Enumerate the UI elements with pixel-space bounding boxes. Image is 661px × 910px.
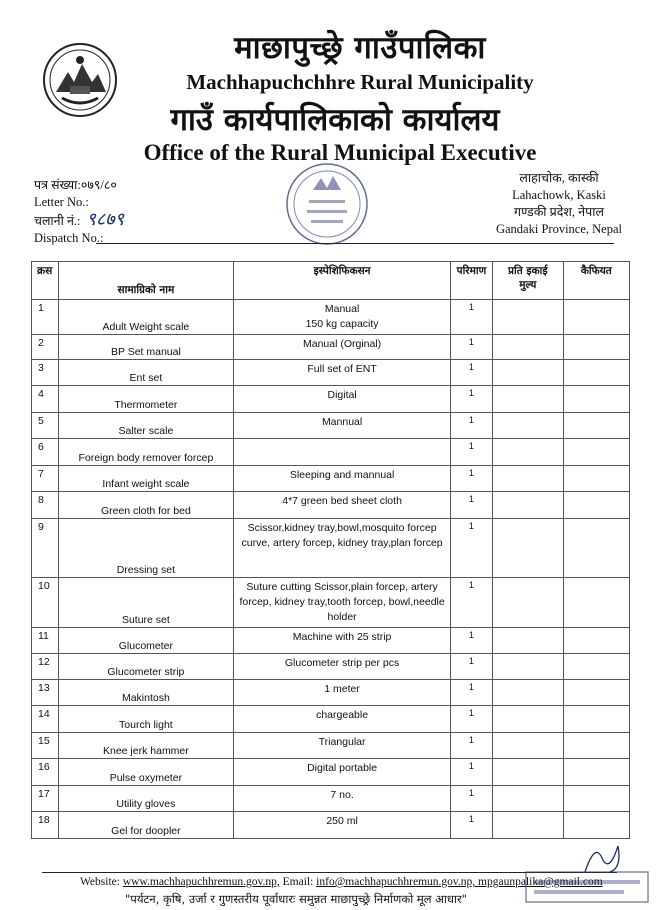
cell-item-name: Suture set bbox=[58, 578, 234, 628]
cell-item-name: Dressing set bbox=[58, 519, 234, 578]
cell-item-name: Utility gloves bbox=[58, 786, 234, 812]
cell-unit-price bbox=[492, 386, 563, 413]
cell-unit-price bbox=[492, 439, 563, 466]
cell-unit-price bbox=[492, 578, 563, 628]
cell-sn: 14 bbox=[32, 706, 59, 733]
cell-specification: 4*7 green bed sheet cloth bbox=[234, 492, 451, 519]
cell-sn: 6 bbox=[32, 439, 59, 466]
cell-sn: 16 bbox=[32, 759, 59, 786]
cell-unit-price bbox=[492, 300, 563, 335]
table-row bbox=[32, 466, 630, 492]
cell-item-name: Makintosh bbox=[58, 680, 234, 706]
cell-sn: 5 bbox=[32, 413, 59, 439]
cell-item-name: Pulse oxymeter bbox=[58, 759, 234, 786]
header-item: सामाग्रिको नाम bbox=[58, 262, 234, 300]
cell-item-name: Green cloth for bed bbox=[58, 492, 234, 519]
cell-quantity: 1 bbox=[450, 439, 492, 466]
official-seal-stamp bbox=[522, 866, 652, 906]
chalani-row bbox=[34, 211, 124, 230]
cell-unit-price bbox=[492, 519, 563, 578]
cell-quantity: 1 bbox=[450, 628, 492, 654]
cell-unit-price bbox=[492, 360, 563, 386]
cell-quantity: 1 bbox=[450, 578, 492, 628]
website-link[interactable]: www.machhapuchhremun.gov.np, bbox=[122, 876, 280, 888]
cell-unit-price bbox=[492, 654, 563, 680]
cell-specification: Glucometer strip per pcs bbox=[234, 654, 451, 680]
chalani-label: चलानी नं.: bbox=[34, 214, 81, 228]
header-remarks: कैफियत bbox=[563, 262, 629, 300]
cell-specification: Scissor,kidney tray,bowl,mosquito forcep curve, artery forcep, kidney tray,plan forcep bbox=[234, 519, 451, 578]
cell-sn: 1 bbox=[32, 300, 59, 335]
letter-meta bbox=[34, 177, 124, 247]
table-row bbox=[32, 628, 630, 654]
cell-sn: 17 bbox=[32, 786, 59, 812]
cell-quantity: 1 bbox=[450, 300, 492, 335]
cell-item-name: Tourch light bbox=[58, 706, 234, 733]
office-address bbox=[484, 170, 634, 238]
office-title-english: Office of the Rural Municipal Executive bbox=[143, 140, 537, 165]
cell-specification: Suture cutting Scissor,plain forcep, artery forcep, kidney tray,tooth forcep, bowl,needle holder bbox=[234, 578, 451, 628]
cell-unit-price bbox=[492, 628, 563, 654]
patra-sankhya: पत्र संख्या:०७९/८० bbox=[34, 178, 117, 192]
cell-specification: Triangular bbox=[234, 733, 451, 759]
cell-sn: 12 bbox=[32, 654, 59, 680]
cell-remarks bbox=[563, 733, 629, 759]
table-row bbox=[32, 812, 630, 839]
cell-quantity: 1 bbox=[450, 706, 492, 733]
cell-item-name: Infant weight scale bbox=[58, 466, 234, 492]
cell-unit-price bbox=[492, 706, 563, 733]
cell-unit-price bbox=[492, 759, 563, 786]
email-link[interactable]: info@machhapuchhremun.gov.np, mpgaunpalika@gmail.com bbox=[316, 876, 603, 888]
cell-unit-price bbox=[492, 413, 563, 439]
cell-specification: Manual (Orginal) bbox=[234, 335, 451, 360]
header-sn: क्रस bbox=[32, 262, 59, 300]
table-row bbox=[32, 439, 630, 466]
letter-no-label: Letter No.: bbox=[34, 195, 89, 209]
cell-item-name: Ent set bbox=[58, 360, 234, 386]
cell-specification: 7 no. bbox=[234, 786, 451, 812]
cell-quantity: 1 bbox=[450, 759, 492, 786]
items-table bbox=[31, 261, 630, 839]
cell-unit-price bbox=[492, 786, 563, 812]
email-label: Email: bbox=[279, 876, 317, 888]
cell-item-name: Glucometer bbox=[58, 628, 234, 654]
cell-sn: 13 bbox=[32, 680, 59, 706]
header-divider bbox=[96, 243, 614, 244]
cell-unit-price bbox=[492, 335, 563, 360]
cell-quantity: 1 bbox=[450, 335, 492, 360]
table-row bbox=[32, 360, 630, 386]
table-row bbox=[32, 680, 630, 706]
cell-quantity: 1 bbox=[450, 386, 492, 413]
cell-remarks bbox=[563, 786, 629, 812]
cell-sn: 10 bbox=[32, 578, 59, 628]
website-label: Website: bbox=[80, 876, 123, 888]
cell-remarks bbox=[563, 706, 629, 733]
table-row bbox=[32, 578, 630, 628]
header-qty: परिमाण bbox=[450, 262, 492, 300]
cell-sn: 8 bbox=[32, 492, 59, 519]
cell-remarks bbox=[563, 759, 629, 786]
table-row bbox=[32, 759, 630, 786]
cell-quantity: 1 bbox=[450, 413, 492, 439]
dispatch-no-label: Dispatch No.: bbox=[34, 231, 104, 245]
table-row bbox=[32, 492, 630, 519]
cell-specification bbox=[234, 439, 451, 466]
table-header-row bbox=[32, 262, 630, 300]
cell-sn: 9 bbox=[32, 519, 59, 578]
cell-item-name: BP Set manual bbox=[58, 335, 234, 360]
table-row bbox=[32, 413, 630, 439]
cell-quantity: 1 bbox=[450, 733, 492, 759]
cell-remarks bbox=[563, 680, 629, 706]
office-stamp bbox=[283, 160, 371, 248]
cell-item-name: Glucometer strip bbox=[58, 654, 234, 680]
cell-remarks bbox=[563, 360, 629, 386]
cell-remarks bbox=[563, 335, 629, 360]
table-row bbox=[32, 335, 630, 360]
header-rate: प्रति इकाई मुल्य bbox=[492, 262, 563, 300]
cell-sn: 3 bbox=[32, 360, 59, 386]
table-row bbox=[32, 706, 630, 733]
cell-quantity: 1 bbox=[450, 786, 492, 812]
cell-specification: Digital portable bbox=[234, 759, 451, 786]
cell-sn: 11 bbox=[32, 628, 59, 654]
cell-unit-price bbox=[492, 466, 563, 492]
cell-sn: 18 bbox=[32, 812, 59, 839]
cell-remarks bbox=[563, 300, 629, 335]
cell-remarks bbox=[563, 628, 629, 654]
cell-sn: 15 bbox=[32, 733, 59, 759]
cell-remarks bbox=[563, 439, 629, 466]
cell-quantity: 1 bbox=[450, 519, 492, 578]
cell-unit-price bbox=[492, 680, 563, 706]
office-title-nepali: गाउँ कार्यपालिकाको कार्यालय bbox=[170, 102, 500, 138]
municipality-title-english: Machhapuchchhre Rural Municipality bbox=[186, 70, 534, 94]
cell-remarks bbox=[563, 519, 629, 578]
cell-remarks bbox=[563, 492, 629, 519]
address-line-3: गण्डकी प्रदेश, नेपाल bbox=[514, 205, 604, 219]
cell-item-name: Knee jerk hammer bbox=[58, 733, 234, 759]
address-line-4: Gandaki Province, Nepal bbox=[495, 222, 622, 236]
header-spec: इस्पेशिफिकसन bbox=[234, 262, 451, 300]
address-line-1: लाहाचोक, कास्की bbox=[519, 171, 599, 185]
cell-item-name: Gel for doopler bbox=[58, 812, 234, 839]
cell-item-name: Foreign body remover forcep bbox=[58, 439, 234, 466]
cell-sn: 4 bbox=[32, 386, 59, 413]
cell-remarks bbox=[563, 578, 629, 628]
cell-specification: 250 ml bbox=[234, 812, 451, 839]
municipality-title-nepali: माछापुच्छ्रे गाउँपालिका bbox=[234, 30, 486, 66]
cell-sn: 2 bbox=[32, 335, 59, 360]
cell-specification: Digital bbox=[234, 386, 451, 413]
cell-item-name: Thermometer bbox=[58, 386, 234, 413]
address-line-2: Lahachowk, Kaski bbox=[512, 188, 606, 202]
table-row bbox=[32, 786, 630, 812]
cell-specification: Mannual bbox=[234, 413, 451, 439]
cell-quantity: 1 bbox=[450, 654, 492, 680]
footer-motto: "पर्यटन, कृषि, उर्जा र गुणस्तरीय पूर्वाधारः समुन्नत माछापुच्छ्रे निर्माणको मूल आधार" bbox=[125, 892, 467, 906]
cell-quantity: 1 bbox=[450, 812, 492, 839]
table-row bbox=[32, 300, 630, 335]
cell-specification: Sleeping and mannual bbox=[234, 466, 451, 492]
table-row bbox=[32, 386, 630, 413]
cell-specification: chargeable bbox=[234, 706, 451, 733]
cell-item-name: Adult Weight scale bbox=[58, 300, 234, 335]
table-row bbox=[32, 519, 630, 578]
cell-remarks bbox=[563, 413, 629, 439]
chalani-handwritten-value: ९८७९ bbox=[86, 209, 124, 229]
cell-unit-price bbox=[492, 492, 563, 519]
cell-remarks bbox=[563, 386, 629, 413]
cell-item-name: Salter scale bbox=[58, 413, 234, 439]
cell-quantity: 1 bbox=[450, 466, 492, 492]
cell-sn: 7 bbox=[32, 466, 59, 492]
table-row bbox=[32, 654, 630, 680]
cell-specification: Full set of ENT bbox=[234, 360, 451, 386]
cell-unit-price bbox=[492, 733, 563, 759]
cell-unit-price bbox=[492, 812, 563, 839]
cell-specification: Machine with 25 strip bbox=[234, 628, 451, 654]
cell-quantity: 1 bbox=[450, 360, 492, 386]
cell-specification: Manual 150 kg capacity bbox=[234, 300, 451, 335]
cell-remarks bbox=[563, 466, 629, 492]
cell-quantity: 1 bbox=[450, 680, 492, 706]
cell-quantity: 1 bbox=[450, 492, 492, 519]
table-row bbox=[32, 733, 630, 759]
cell-remarks bbox=[563, 812, 629, 839]
cell-specification: 1 meter bbox=[234, 680, 451, 706]
cell-remarks bbox=[563, 654, 629, 680]
